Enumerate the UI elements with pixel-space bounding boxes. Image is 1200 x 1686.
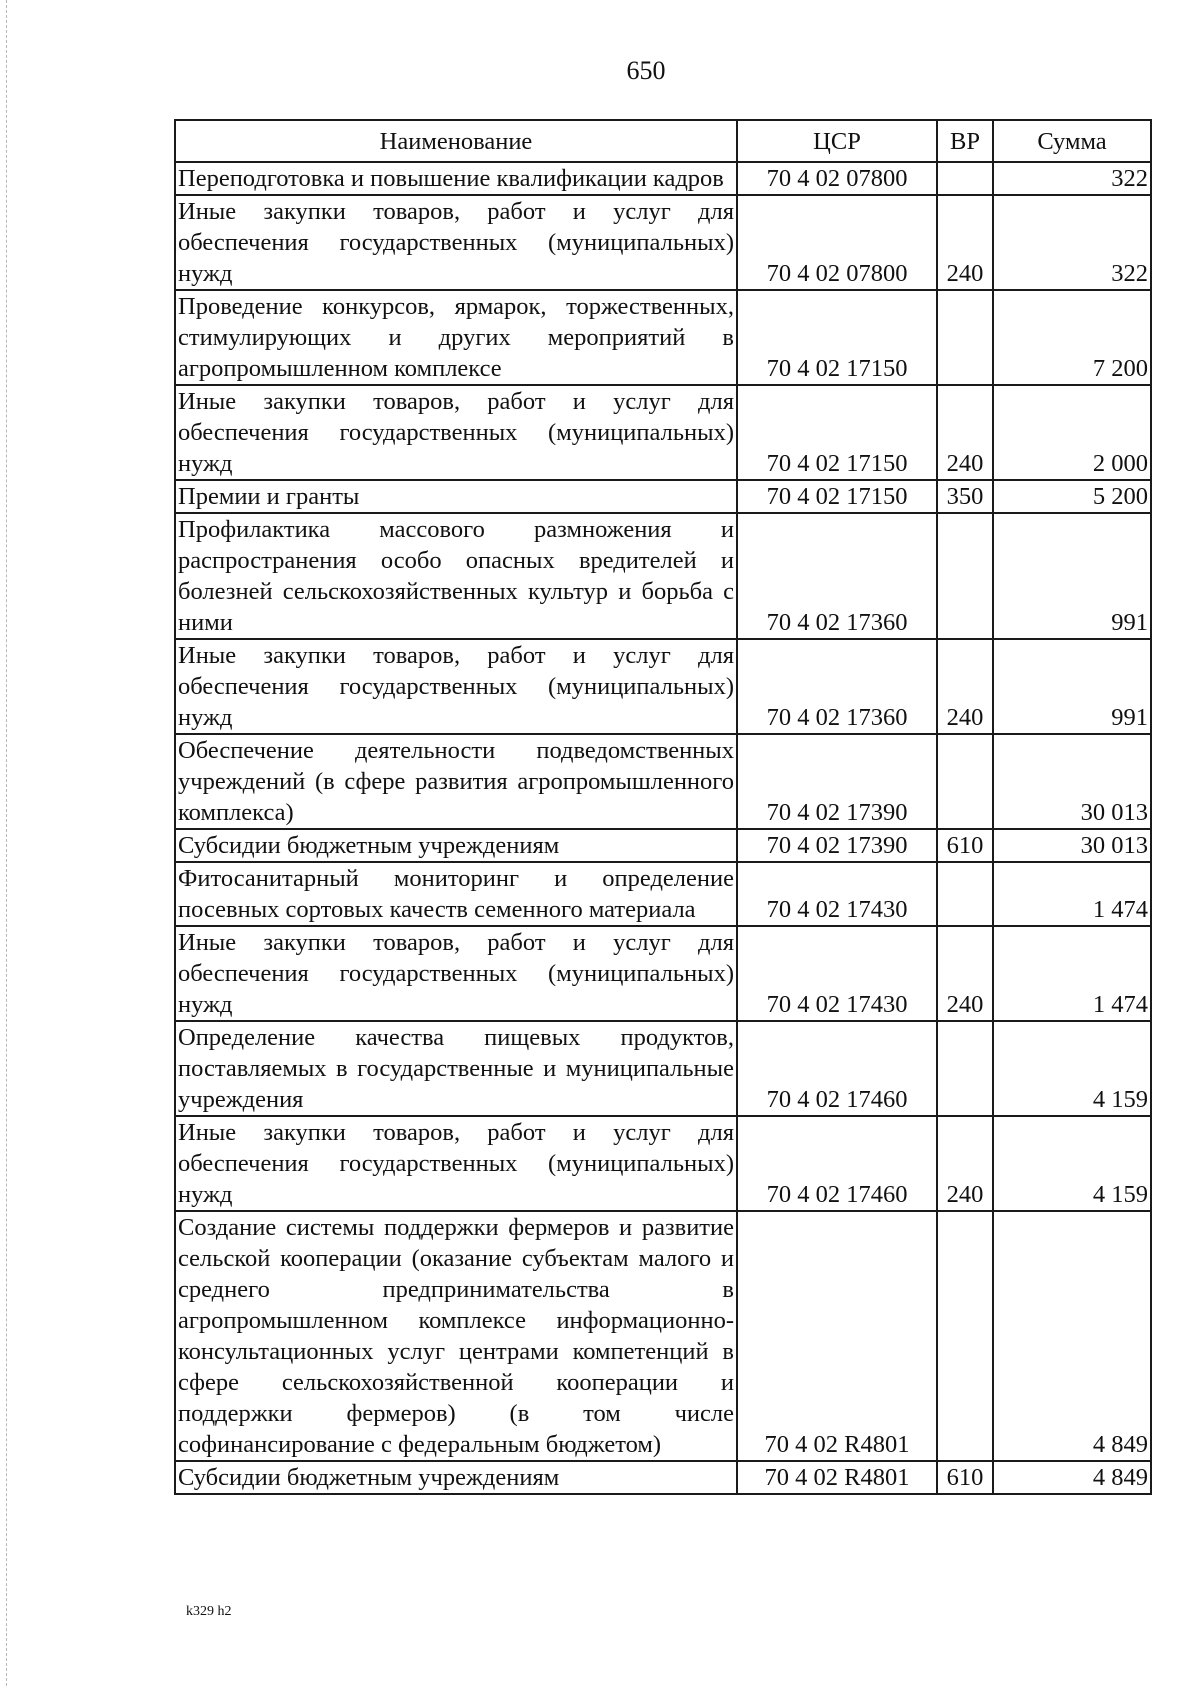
- row-code: 70 4 02 07800: [737, 195, 937, 290]
- table-row: [175, 480, 1151, 513]
- table-row: [175, 862, 1151, 926]
- row-vr: [937, 1211, 993, 1461]
- table-row: [175, 639, 1151, 734]
- row-name: Иные закупки товаров, работ и услуг для обеспечения государственных (муниципальных) нужд: [175, 639, 737, 734]
- row-vr: [937, 862, 993, 926]
- row-vr: 240: [937, 195, 993, 290]
- row-vr: [937, 290, 993, 385]
- row-name: Определение качества пищевых продуктов, поставляемых в государственные и муниципальные учреждения: [175, 1021, 737, 1116]
- row-name: Создание системы поддержки фермеров и развитие сельской кооперации (оказание субъектам малого и среднего предпринимательства в агропромышленном комплексе информационно-консультационных услуг центрами компетенций в сфере сельскохозяйственной кооперации и поддержки фермеров) (в том числе софинансирование с федеральным бюджетом): [175, 1211, 737, 1461]
- header-vr: ВР: [937, 120, 993, 162]
- page-number: 650: [626, 56, 666, 85]
- table-row: [175, 385, 1151, 480]
- row-sum: 1 474: [993, 926, 1151, 1021]
- row-vr: 350: [937, 480, 993, 513]
- table-row: [175, 513, 1151, 639]
- row-code: 70 4 02 R4801: [737, 1461, 937, 1494]
- row-vr: 240: [937, 385, 993, 480]
- row-vr: [937, 162, 993, 195]
- row-sum: 7 200: [993, 290, 1151, 385]
- table-row: [175, 1211, 1151, 1461]
- row-sum: 5 200: [993, 480, 1151, 513]
- row-sum: 4 849: [993, 1461, 1151, 1494]
- table-row: [175, 290, 1151, 385]
- table-header-row: [175, 120, 1151, 162]
- row-code: 70 4 02 17360: [737, 639, 937, 734]
- row-name: Субсидии бюджетным учреждениям: [175, 829, 737, 862]
- row-sum: 4 849: [993, 1211, 1151, 1461]
- table-row: [175, 1461, 1151, 1494]
- row-sum: 4 159: [993, 1116, 1151, 1211]
- header-sum: Сумма: [993, 120, 1151, 162]
- row-name: Иные закупки товаров, работ и услуг для обеспечения государственных (муниципальных) нужд: [175, 926, 737, 1021]
- table-row: [175, 195, 1151, 290]
- row-name: Иные закупки товаров, работ и услуг для обеспечения государственных (муниципальных) нужд: [175, 385, 737, 480]
- footer-code: k329 h2: [186, 1604, 232, 1619]
- row-name: Премии и гранты: [175, 480, 737, 513]
- row-code: 70 4 02 17390: [737, 829, 937, 862]
- row-vr: 240: [937, 639, 993, 734]
- table-row: [175, 1021, 1151, 1116]
- page-edge: [6, 0, 7, 1686]
- row-vr: [937, 734, 993, 829]
- row-code: 70 4 02 R4801: [737, 1211, 937, 1461]
- row-sum: 30 013: [993, 734, 1151, 829]
- row-vr: 240: [937, 926, 993, 1021]
- row-code: 70 4 02 17430: [737, 926, 937, 1021]
- row-code: 70 4 02 17360: [737, 513, 937, 639]
- table-row: [175, 926, 1151, 1021]
- row-vr: 610: [937, 1461, 993, 1494]
- row-sum: 1 474: [993, 862, 1151, 926]
- row-name: Субсидии бюджетным учреждениям: [175, 1461, 737, 1494]
- row-vr: [937, 513, 993, 639]
- row-code: 70 4 02 07800: [737, 162, 937, 195]
- header-code: ЦСР: [737, 120, 937, 162]
- row-vr: [937, 1021, 993, 1116]
- table-row: [175, 1116, 1151, 1211]
- row-name: Обеспечение деятельности подведомственных учреждений (в сфере развития агропромышленного комплекса): [175, 734, 737, 829]
- row-vr: 240: [937, 1116, 993, 1211]
- table-row: [175, 829, 1151, 862]
- row-sum: 4 159: [993, 1021, 1151, 1116]
- budget-table: [174, 119, 1152, 1495]
- row-code: 70 4 02 17150: [737, 480, 937, 513]
- row-code: 70 4 02 17460: [737, 1116, 937, 1211]
- row-name: Профилактика массового размножения и распространения особо опасных вредителей и болезней сельскохозяйственных культур и борьба с ними: [175, 513, 737, 639]
- row-code: 70 4 02 17390: [737, 734, 937, 829]
- row-name: Иные закупки товаров, работ и услуг для обеспечения государственных (муниципальных) нужд: [175, 1116, 737, 1211]
- table-row: [175, 162, 1151, 195]
- row-name: Фитосанитарный мониторинг и определение посевных сортовых качеств семенного материала: [175, 862, 737, 926]
- row-name: Иные закупки товаров, работ и услуг для обеспечения государственных (муниципальных) нужд: [175, 195, 737, 290]
- row-name: Переподготовка и повышение квалификации кадров: [175, 162, 737, 195]
- row-code: 70 4 02 17150: [737, 290, 937, 385]
- row-sum: 322: [993, 195, 1151, 290]
- row-code: 70 4 02 17460: [737, 1021, 937, 1116]
- row-sum: 2 000: [993, 385, 1151, 480]
- table-row: [175, 734, 1151, 829]
- header-name: Наименование: [175, 120, 737, 162]
- row-sum: 991: [993, 639, 1151, 734]
- row-code: 70 4 02 17150: [737, 385, 937, 480]
- row-sum: 322: [993, 162, 1151, 195]
- row-vr: 610: [937, 829, 993, 862]
- row-sum: 991: [993, 513, 1151, 639]
- row-name: Проведение конкурсов, ярмарок, торжественных, стимулирующих и других мероприятий в агропромышленном комплексе: [175, 290, 737, 385]
- row-sum: 30 013: [993, 829, 1151, 862]
- row-code: 70 4 02 17430: [737, 862, 937, 926]
